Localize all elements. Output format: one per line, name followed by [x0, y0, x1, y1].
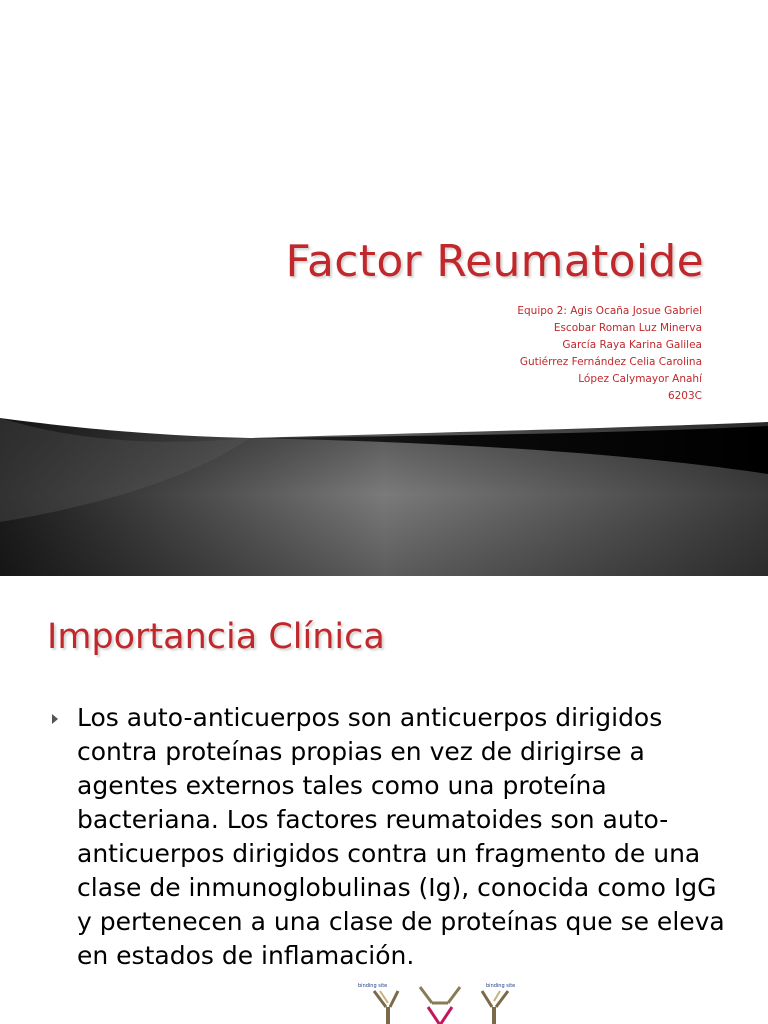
- author-line: Escobar Roman Luz Minerva: [553, 322, 702, 334]
- triangle-bullet-icon: [52, 714, 58, 724]
- author-line: Gutiérrez Fernández Celia Carolina: [519, 356, 702, 368]
- author-line: Equipo 2: Agis Ocaña Josue Gabriel: [517, 305, 702, 317]
- decorative-wave-band: [0, 412, 768, 576]
- authors-block: [517, 303, 702, 405]
- antibody-diagram: [350, 977, 530, 1024]
- binding-site-label-right: binding site: [486, 983, 516, 989]
- slide-title: Factor Reumatoide: [285, 236, 704, 287]
- antibody-left-shape: [374, 991, 398, 1024]
- slide-heading: Importancia Clínica: [47, 617, 385, 657]
- content-slide: [0, 577, 768, 1024]
- bullet-text: Los auto-anticuerpos son anticuerpos dirigidos contra proteínas propias en vez de dirigirse a agentes externos tales como una proteína bacteriana. Los factores reumatoides son auto-anticuerpos dirigidos contra un fragmento de una clase de inmunoglobulinas (Ig), conocida como IgG y pertenecen a una clase de proteínas que se eleva en estados de inflamación.: [77, 703, 725, 970]
- antigen-shape: [420, 987, 460, 1024]
- author-line: López Calymayor Anahí: [578, 373, 702, 385]
- binding-site-label-left: binding site: [358, 983, 388, 989]
- author-line: García Raya Karina Galilea: [562, 339, 702, 351]
- antibody-right-shape: [482, 991, 508, 1024]
- group-code: 6203C: [667, 390, 702, 402]
